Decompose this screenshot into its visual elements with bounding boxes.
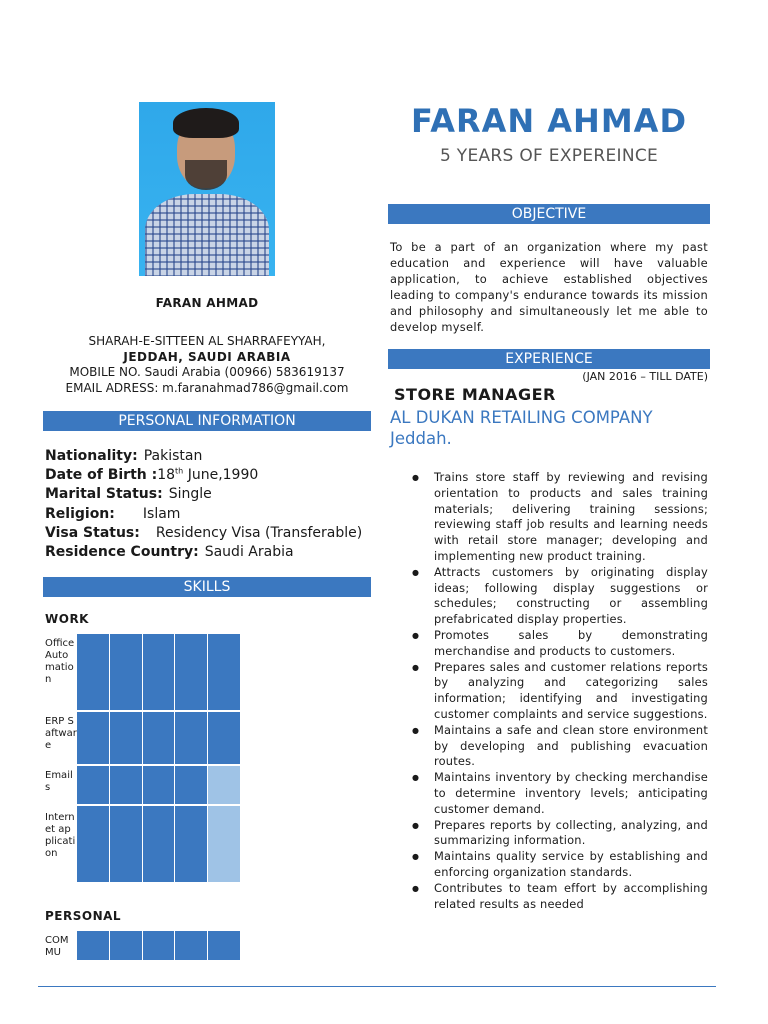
religion-value: Islam bbox=[142, 505, 181, 522]
skill-level-filled bbox=[175, 634, 208, 710]
skill-label-erp: ERP Saftware bbox=[45, 716, 77, 751]
skill-level-filled bbox=[143, 712, 176, 764]
skill-level-filled bbox=[77, 766, 110, 804]
address-line: SHARAH-E-SITTEEN AL SHARRAFEYYAH, bbox=[88, 334, 326, 348]
skill-level-filled bbox=[77, 806, 110, 882]
religion-label: Religion: bbox=[45, 505, 115, 522]
skill-level-filled bbox=[175, 931, 208, 960]
residence-row bbox=[45, 543, 375, 562]
skill-bar-internet bbox=[77, 806, 241, 882]
skill-level-filled bbox=[143, 931, 176, 960]
religion-row bbox=[45, 505, 375, 524]
nationality-label: Nationality: bbox=[45, 448, 138, 464]
experience-role: STORE MANAGER bbox=[394, 385, 556, 404]
skill-level-filled bbox=[208, 931, 241, 960]
company-name: AL DUKAN RETAILING COMPANY bbox=[390, 408, 653, 427]
dob-label: Date of Birth : bbox=[45, 467, 158, 484]
visa-row bbox=[45, 524, 375, 543]
skill-level-empty bbox=[208, 766, 241, 804]
skill-level-filled bbox=[77, 931, 110, 960]
photo-beard bbox=[185, 160, 227, 190]
skill-level-filled bbox=[143, 766, 176, 804]
skill-level-filled bbox=[175, 712, 208, 764]
duty-item: ● Prepares sales and customer relations reports by analyzing and categorizing sales information; identifying and investigating customer complaints and service suggestions. bbox=[408, 660, 708, 723]
skill-bar-erp bbox=[77, 712, 241, 764]
visa-value: Residency Visa (Transferable) bbox=[155, 524, 363, 541]
dob-row bbox=[45, 466, 375, 485]
skill-level-filled bbox=[175, 766, 208, 804]
skill-label-office: Office Automation bbox=[45, 638, 75, 685]
duty-item: ● Trains store staff by reviewing and revising orientation to products and sales training materials; delivering training sessions; reviewing staff job results and learning needs with retail store manager; developing and implementing new product training. bbox=[408, 470, 708, 565]
skill-level-filled bbox=[77, 712, 110, 764]
nationality-value: Pakistan bbox=[143, 448, 203, 464]
duty-item: ● Attracts customers by originating display ideas; following display suggestions or schedules; constructing or assembling prefabricated display properties. bbox=[408, 565, 708, 628]
duty-item: ● Promotes sales by demonstrating merchandise and products to customers. bbox=[408, 628, 708, 660]
objective-text: To be a part of an organization where my past education and experience will have valuable application, to achieve established objectives leading to company's endurance towards its mission and philosophy and simultaneously let me able to develop myself. bbox=[390, 240, 708, 334]
duty-item: ● Maintains quality service by establishing and enforcing organization standards. bbox=[408, 849, 708, 881]
header-name: FARAN AHMAD bbox=[411, 102, 687, 140]
skill-label-communication: COMMU bbox=[45, 935, 69, 958]
dob-day: 18 bbox=[157, 467, 176, 484]
city-line: JEDDAH, SAUDI ARABIA bbox=[123, 349, 291, 364]
duty-item: ● Prepares reports by collecting, analyzing, and summarizing information. bbox=[408, 818, 708, 850]
skills-header: SKILLS bbox=[43, 577, 371, 597]
mobile-line: MOBILE NO. Saudi Arabia (00966) 583619137 bbox=[69, 365, 345, 379]
dob-value bbox=[157, 466, 258, 485]
skill-level-filled bbox=[208, 712, 241, 764]
experience-period: (JAN 2016 – TILL DATE) bbox=[582, 370, 708, 383]
photo-shirt bbox=[145, 194, 269, 276]
marital-row bbox=[45, 485, 375, 504]
nationality-row bbox=[45, 447, 375, 466]
personal-info-list bbox=[45, 447, 375, 562]
dob-rest: June,1990 bbox=[183, 467, 259, 484]
duty-item: ● Maintains a safe and clean store environment by developing and publishing evacuation routes. bbox=[408, 723, 708, 770]
skill-level-filled bbox=[110, 766, 143, 804]
experience-header: EXPERIENCE bbox=[388, 349, 710, 369]
skill-bar-communication bbox=[77, 931, 241, 960]
footer-divider bbox=[38, 986, 716, 987]
skill-level-filled bbox=[77, 634, 110, 710]
objective-header: OBJECTIVE bbox=[388, 204, 710, 224]
work-skills-label: WORK bbox=[45, 612, 89, 626]
personal-info-header: PERSONAL INFORMATION bbox=[43, 411, 371, 431]
personal-skills-label: PERSONAL bbox=[45, 909, 122, 923]
experience-company-block bbox=[390, 407, 708, 449]
dob-suffix: th bbox=[175, 466, 184, 476]
email-line: EMAIL ADRESS: m.faranahmad786@gmail.com bbox=[65, 380, 349, 395]
skill-level-filled bbox=[208, 634, 241, 710]
left-name: FARAN AHMAD bbox=[155, 296, 259, 310]
skill-level-filled bbox=[143, 634, 176, 710]
residence-value: Saudi Arabia bbox=[204, 544, 294, 561]
skill-level-empty bbox=[208, 806, 241, 882]
residence-label: Residence Country: bbox=[45, 544, 199, 561]
duty-item: ● Maintains inventory by checking merchandise to determine inventory levels; anticipating customer demand. bbox=[408, 770, 708, 817]
skill-bar-emails bbox=[77, 766, 241, 804]
duty-item: ● Contributes to team effort by accomplishing related results as needed bbox=[408, 881, 708, 913]
skill-level-filled bbox=[110, 712, 143, 764]
header-tagline: 5 YEARS OF EXPEREINCE bbox=[439, 146, 659, 166]
skill-level-filled bbox=[110, 931, 143, 960]
skill-level-filled bbox=[110, 806, 143, 882]
company-location: Jeddah. bbox=[390, 429, 452, 448]
skill-label-internet: Internet application bbox=[45, 812, 76, 859]
skill-label-emails: Emails bbox=[45, 770, 73, 793]
contact-block bbox=[44, 334, 370, 396]
photo-hair bbox=[173, 108, 239, 138]
visa-label: Visa Status: bbox=[45, 524, 140, 541]
skill-bar-office bbox=[77, 634, 241, 710]
marital-value: Single bbox=[168, 486, 212, 503]
skill-level-filled bbox=[143, 806, 176, 882]
skill-level-filled bbox=[110, 634, 143, 710]
marital-label: Marital Status: bbox=[45, 486, 163, 503]
skill-level-filled bbox=[175, 806, 208, 882]
duties-list bbox=[408, 470, 708, 912]
profile-photo bbox=[139, 102, 275, 276]
